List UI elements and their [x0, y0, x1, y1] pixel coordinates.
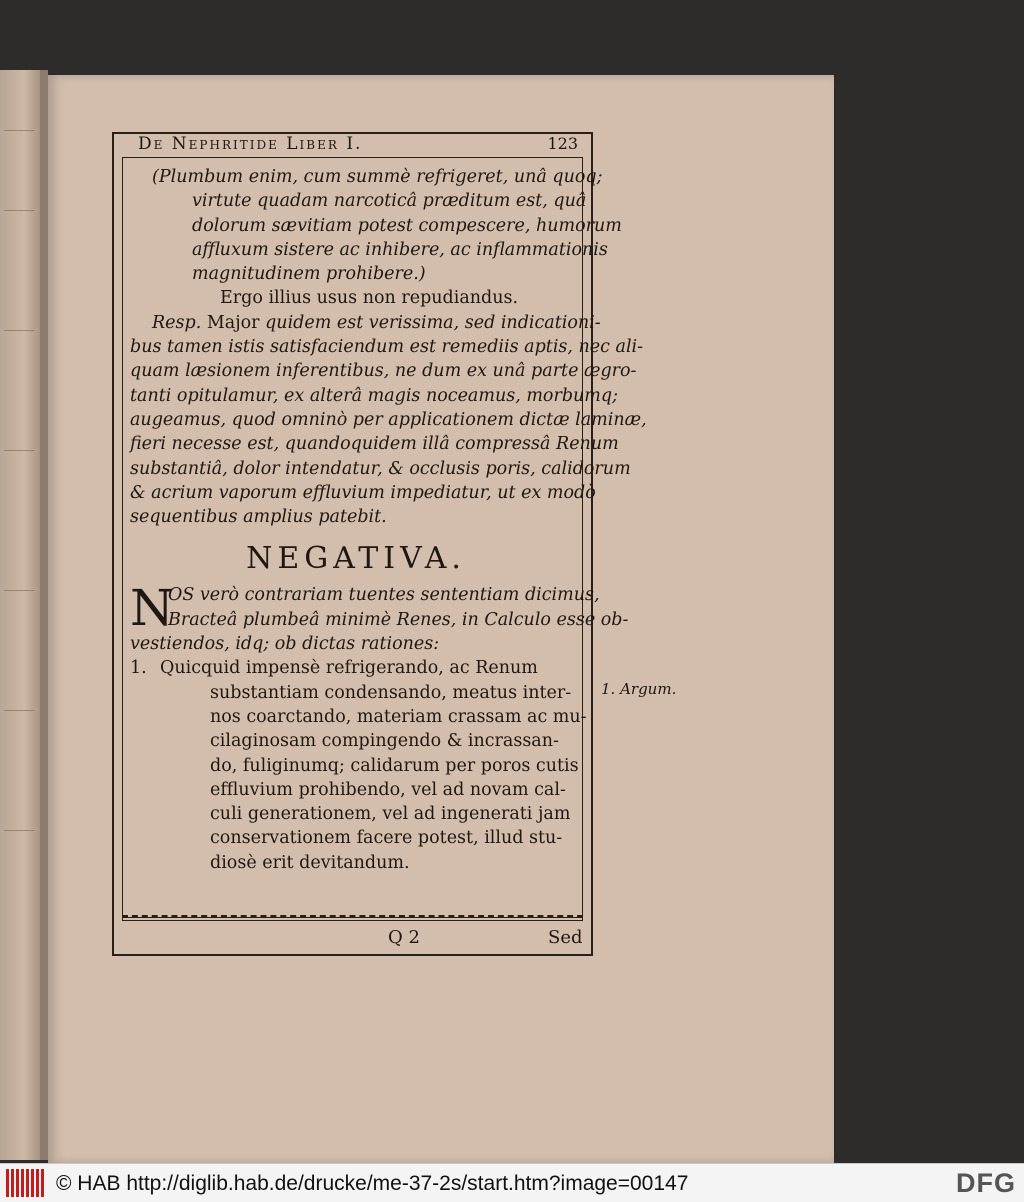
- running-title: De Nephritide Liber I.: [138, 134, 363, 154]
- argument-line: effluvium prohibendo, vel ad novam cal-: [210, 779, 566, 800]
- text-line: Ergo illius usus non repudiandus.: [220, 288, 519, 309]
- text-line: virtute quadam narcoticâ præditum est, quâ: [192, 191, 587, 212]
- text-line: bus tamen istis satisfaciendum est remediis aptis, nec ali-: [130, 337, 644, 358]
- text-line: & acrium vaporum effluvium impediatur, ut ex modò: [130, 482, 596, 503]
- text-line: quam læsionem inferentibus, ne dum ex unâ parte ægro-: [130, 361, 637, 382]
- text-line: fieri necesse est, quandoquidem illâ compressâ Renum: [130, 434, 619, 455]
- argument-line: conservationem facere potest, illud stu-: [210, 828, 563, 849]
- paragraph-objection: [130, 165, 647, 529]
- text-line: tanti opitulamur, ex alterâ magis noceamus, morbumq;: [130, 385, 619, 406]
- margin-note: 1. Argum.: [601, 680, 677, 698]
- argument-one: [130, 656, 587, 875]
- bottom-rule: [122, 915, 583, 918]
- text-line: vestiendos, idq; ob dictas rationes:: [130, 634, 440, 655]
- text-line: sequentibus amplius patebit.: [130, 507, 387, 528]
- previous-page-edge: [0, 70, 40, 1160]
- text-line: augeamus, quod omninò per applicationem dictæ laminæ,: [130, 409, 647, 430]
- text-run: quidem est verissima, sed indicationi-: [265, 312, 601, 333]
- text-line: substantiâ, dolor intendatur, & occlusis poris, calidorum: [130, 458, 631, 479]
- text-line: magnitudinem prohibere.): [192, 264, 426, 285]
- viewer-footer: [0, 1163, 1024, 1202]
- catchword: Sed: [548, 927, 583, 948]
- text-line: affluxum sistere ac inhibere, ac inflammationis: [192, 239, 608, 260]
- dfg-logo: DFG: [956, 1168, 1016, 1198]
- argument-line: cilaginosam compingendo & incrassan-: [210, 731, 559, 752]
- section-heading: NEGATIVA.: [246, 541, 466, 577]
- book-page: [48, 75, 834, 1163]
- text-line: Bracteâ plumbeâ minimè Renes, in Calculo esse ob-: [168, 609, 629, 630]
- argument-line: culi generationem, vel ad ingenerati jam: [210, 804, 571, 825]
- argument-line: nos coarctando, materiam crassam ac mu-: [210, 706, 587, 727]
- argument-number: 1.: [130, 658, 147, 679]
- text-line: [130, 311, 601, 335]
- hab-barcode-icon: [6, 1169, 46, 1197]
- page-number: 123: [547, 134, 578, 153]
- argument-line: do, fuliginumq; calidarum per poros cutis: [210, 755, 579, 776]
- book-gutter: [40, 70, 48, 1160]
- text-line: (Plumbum enim, cum summè refrigeret, unâ quoq;: [152, 167, 603, 187]
- text-line: OS verò contrariam tuentes sententiam dicimus,: [168, 585, 600, 606]
- argument-line: 1. Quicquid impensè refrigerando, ac Renum: [130, 656, 582, 680]
- argument-line: substantiam condensando, meatus inter-: [210, 682, 572, 703]
- text-run: Resp.: [152, 312, 202, 333]
- running-head: [128, 131, 578, 157]
- drop-cap: N: [130, 579, 174, 638]
- text-line: dolorum sævitiam potest compescere, humorum: [192, 215, 622, 236]
- credit-link[interactable]: © HAB http://diglib.hab.de/drucke/me-37-2s/start.htm?image=00147: [56, 1172, 689, 1195]
- paragraph-negativa: [130, 579, 629, 656]
- signature-mark: Q 2: [388, 927, 420, 948]
- text-run: Major: [201, 312, 266, 333]
- argument-line: diosè erit devitandum.: [210, 852, 410, 873]
